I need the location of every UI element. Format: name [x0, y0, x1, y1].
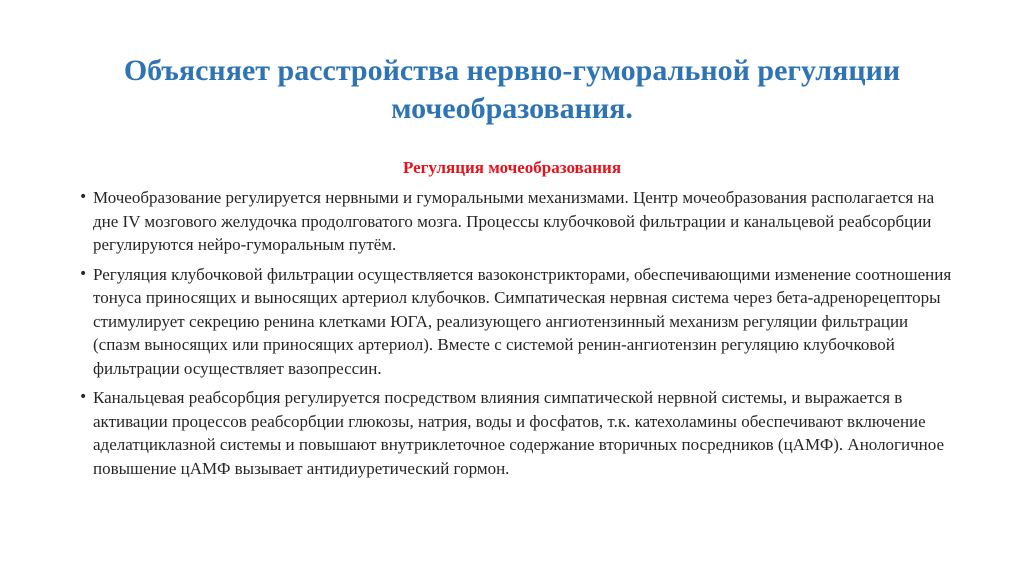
slide-title: Объясняет расстройства нервно-гуморальной регуляции мочеобразования. [123, 54, 901, 125]
bullet-item [76, 386, 956, 480]
bullet-item [76, 186, 956, 257]
bullet-text: Канальцевая реабсорбция регулируется посредством влияния симпатической нервной системы, и выражается в активации процессов реабсорбции глюкозы, натрия, воды и фосфатов, т.к. катехоламины обеспечивают включение аделатциклазной системы и повышают внутриклеточное содержание вторичных посредников (цАМФ). Анологичное повышение цАМФ вызывает антидиуретический гормон. [93, 388, 945, 478]
bullet-dot-icon: • [79, 265, 88, 282]
bullet-text: Регуляция клубочковой фильтрации осуществляется вазоконстрикторами, обеспечивающими изменение соотношения тонуса приносящих и выносящих артериол клубочков. Симпатическая нервная система через бета-адренорецепторы стимулирует секрецию ренина клетками ЮГА, реализующего ангиотензинный механизм регуляции фильтрации (спазм выносящих или приносящих артериол). Вместе с системой ренин-ангиотензин регуляцию клубочковой фильтрации осуществляет вазопрессин. [93, 264, 952, 378]
bullet-item [76, 263, 956, 381]
slide-subtitle: Регуляция мочеобразования [402, 158, 622, 177]
bullet-dot-icon: • [79, 189, 88, 205]
bullet-dot-icon: • [79, 389, 88, 405]
bullet-text: Мочеобразование регулируется нервными и гуморальными механизмами. Центр мочеобразования располагается на дне IV мозгового желудочка продолговатого мозга. Процессы клубочковой фильтрации и канальцевой реабсорбции регулируются нейро-гуморальным путём. [93, 188, 935, 254]
bullet-list [76, 186, 956, 486]
